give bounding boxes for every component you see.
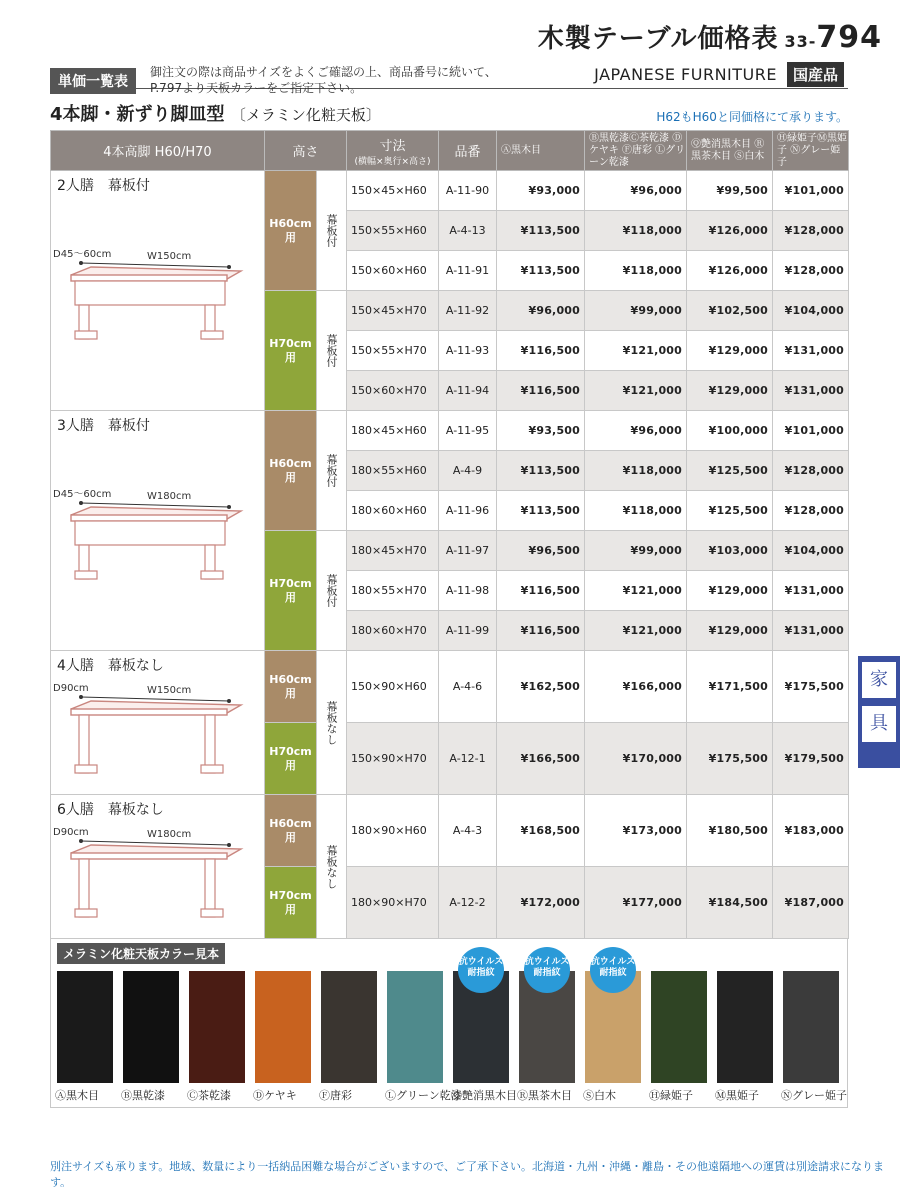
dimension-end-right	[227, 265, 231, 269]
price-a-cell: ¥96,000	[497, 291, 585, 331]
leg-1	[79, 715, 89, 773]
table-illustration	[51, 193, 261, 433]
price-h-cell: ¥101,000	[773, 171, 849, 211]
foot-1	[75, 765, 97, 773]
price-a-cell: ¥116,500	[497, 611, 585, 651]
price-h-cell: ¥104,000	[773, 291, 849, 331]
size-cell: 150×90×H60	[347, 651, 439, 723]
height-label: H60cm	[269, 216, 312, 230]
dimension-end-left	[79, 261, 83, 265]
group-label: 3人膳 幕板付	[57, 418, 150, 434]
price-a-cell: ¥162,500	[497, 651, 585, 723]
price-h-cell: ¥128,000	[773, 211, 849, 251]
maku-label: 幕板なし	[325, 844, 338, 889]
code-cell: A-11-93	[439, 331, 497, 371]
size-cell: 150×45×H70	[347, 291, 439, 331]
foot-2	[201, 331, 223, 339]
maku-label: 幕板付	[325, 214, 338, 247]
order-note: 御注文の際は商品サイズをよくご確認の上、商品番号に続いて、P.797より天板カラーをご指定下さい。	[150, 65, 497, 95]
price-a-cell: ¥116,500	[497, 331, 585, 371]
page-title	[538, 18, 882, 55]
swatch-label: Ⓛグリーン乾漆	[385, 1089, 462, 1102]
tabletop-edge	[71, 275, 227, 281]
code-cell: A-11-94	[439, 371, 497, 411]
group-label: 6人膳 幕板なし	[57, 802, 164, 818]
code-cell: A-11-92	[439, 291, 497, 331]
price-b-cell: ¥118,000	[585, 491, 687, 531]
price-b-cell: ¥99,000	[585, 291, 687, 331]
size-cell: 150×55×H60	[347, 211, 439, 251]
footer-note: 別注サイズも承ります。地域、数量により一括納品困難な場合がございますので、ご了承下さい。北海道・九州・沖縄・離島・その他遠隔地への運賃は別途請求になります。	[50, 1160, 885, 1187]
side-tab-char-1: 家	[862, 662, 896, 698]
leg-2	[205, 859, 215, 917]
h70-height-cell	[265, 531, 317, 651]
dimension-end-right	[227, 505, 231, 509]
price-q-cell: ¥126,000	[687, 211, 773, 251]
price-h-cell: ¥183,000	[773, 795, 849, 867]
header-size	[347, 131, 439, 171]
anti-virus-badge-icon	[590, 947, 636, 993]
foot-1	[75, 571, 97, 579]
price-a-cell: ¥93,000	[497, 171, 585, 211]
header-height: 高さ	[265, 131, 347, 171]
size-cell: 150×60×H70	[347, 371, 439, 411]
maku-label: 幕板なし	[325, 700, 338, 745]
maku-cell	[317, 795, 347, 939]
anti-virus-text: 抗ウイルス	[524, 957, 570, 967]
anti-fingerprint-text: 耐指紋	[599, 968, 627, 978]
height-label: H70cm	[269, 336, 312, 350]
table-illustration-cell	[51, 651, 265, 795]
height-label: H60cm	[269, 456, 312, 470]
size-cell: 150×45×H60	[347, 171, 439, 211]
h60-height-cell	[265, 411, 317, 531]
color-swatch	[717, 971, 773, 1083]
group-label: 4人膳 幕板なし	[57, 658, 164, 674]
code-cell: A-11-91	[439, 251, 497, 291]
code-cell: A-4-13	[439, 211, 497, 251]
price-b-cell: ¥166,000	[585, 651, 687, 723]
price-q-cell: ¥125,500	[687, 491, 773, 531]
code-cell: A-4-9	[439, 451, 497, 491]
header-price-h: Ⓗ緑姫子Ⓜ黒姫子 Ⓝグレー姫子	[773, 131, 849, 171]
section-subtitle: 〔メラミン化粧天板〕	[230, 106, 381, 124]
price-h-cell: ¥175,500	[773, 651, 849, 723]
price-h-cell: ¥128,000	[773, 451, 849, 491]
price-q-cell: ¥129,000	[687, 371, 773, 411]
size-cell: 180×45×H70	[347, 531, 439, 571]
price-q-cell: ¥102,500	[687, 291, 773, 331]
size-cell: 150×55×H70	[347, 331, 439, 371]
color-swatch	[123, 971, 179, 1083]
price-h-cell: ¥101,000	[773, 411, 849, 451]
price-b-cell: ¥177,000	[585, 867, 687, 939]
dimension-line	[81, 841, 229, 845]
maku-label: 幕板付	[325, 334, 338, 367]
price-q-cell: ¥180,500	[687, 795, 773, 867]
swatch-label: Ⓐ黒木目	[55, 1089, 99, 1102]
height-unit: 用	[285, 758, 296, 772]
height-label: H70cm	[269, 888, 312, 902]
dimension-line	[81, 697, 229, 701]
color-swatch	[189, 971, 245, 1083]
price-b-cell: ¥96,000	[585, 411, 687, 451]
height-label: H60cm	[269, 672, 312, 686]
height-label: H60cm	[269, 816, 312, 830]
price-a-cell: ¥168,500	[497, 795, 585, 867]
table-row	[51, 171, 849, 211]
code-cell: A-11-96	[439, 491, 497, 531]
price-a-cell: ¥113,500	[497, 211, 585, 251]
height-unit: 用	[285, 230, 296, 244]
code-cell: A-11-90	[439, 171, 497, 211]
tabletop-edge	[71, 853, 227, 859]
swatch-label: Ⓕ唐彩	[319, 1089, 352, 1102]
page-number-prefix: 33-	[784, 32, 817, 51]
code-cell: A-12-2	[439, 867, 497, 939]
price-h-cell: ¥104,000	[773, 531, 849, 571]
price-h-cell: ¥131,000	[773, 571, 849, 611]
price-b-cell: ¥96,000	[585, 171, 687, 211]
side-tab-furniture[interactable]	[858, 656, 900, 768]
size-cell: 150×60×H60	[347, 251, 439, 291]
price-h-cell: ¥131,000	[773, 331, 849, 371]
price-q-cell: ¥175,500	[687, 723, 773, 795]
size-cell: 180×55×H60	[347, 451, 439, 491]
height-label: H70cm	[269, 744, 312, 758]
tabletop-edge	[71, 515, 227, 521]
price-b-cell: ¥121,000	[585, 331, 687, 371]
dimension-line	[81, 263, 229, 267]
h60-height-cell	[265, 651, 317, 723]
dimension-end-left	[79, 501, 83, 505]
maku-label: 幕板付	[325, 574, 338, 607]
height-unit: 用	[285, 686, 296, 700]
dimension-line	[81, 503, 229, 507]
brand-row	[594, 62, 844, 87]
height-unit: 用	[285, 350, 296, 364]
color-swatch	[387, 971, 443, 1083]
maku-cell	[317, 291, 347, 411]
price-a-cell: ¥113,500	[497, 491, 585, 531]
price-h-cell: ¥131,000	[773, 611, 849, 651]
h60-height-cell	[265, 795, 317, 867]
height-unit: 用	[285, 590, 296, 604]
size-cell: 180×60×H70	[347, 611, 439, 651]
price-q-cell: ¥126,000	[687, 251, 773, 291]
foot-1	[75, 331, 97, 339]
price-q-cell: ¥125,500	[687, 451, 773, 491]
header-type: 4本高脚 H60/H70	[51, 131, 265, 171]
section-title	[50, 100, 381, 126]
price-h-cell: ¥179,500	[773, 723, 849, 795]
price-b-cell: ¥121,000	[585, 371, 687, 411]
price-q-cell: ¥184,500	[687, 867, 773, 939]
code-cell: A-11-95	[439, 411, 497, 451]
code-cell: A-11-97	[439, 531, 497, 571]
swatch-label: Ⓡ黒茶木目	[517, 1089, 572, 1102]
anti-virus-text: 抗ウイルス	[458, 957, 504, 967]
anti-virus-badge-icon	[524, 947, 570, 993]
swatch-label: Ⓝグレー姫子	[781, 1089, 847, 1102]
header-size-main: 寸法	[379, 138, 406, 154]
code-cell: A-11-99	[439, 611, 497, 651]
price-a-cell: ¥172,000	[497, 867, 585, 939]
leg-2	[205, 715, 215, 773]
maku-cell	[317, 171, 347, 291]
header-size-sub: (横幅×奥行×高さ)	[354, 156, 431, 167]
depth-label: D90cm	[53, 827, 89, 838]
size-cell: 180×90×H60	[347, 795, 439, 867]
dimension-end-left	[79, 695, 83, 699]
price-a-cell: ¥93,500	[497, 411, 585, 451]
domestic-badge: 国産品	[787, 62, 844, 87]
apron-panel	[75, 521, 225, 545]
height-unit: 用	[285, 830, 296, 844]
price-a-cell: ¥166,500	[497, 723, 585, 795]
header-code: 品番	[439, 131, 497, 171]
header-price-b: Ⓑ黒乾漆Ⓒ茶乾漆 Ⓓケヤキ Ⓕ唐彩 Ⓛグリーン乾漆	[585, 131, 687, 171]
brand-name: JAPANESE FURNITURE	[594, 65, 777, 84]
apron-panel	[75, 281, 225, 305]
table-row	[51, 411, 849, 451]
color-swatch	[255, 971, 311, 1083]
table-row	[51, 651, 849, 723]
table-row	[51, 795, 849, 867]
swatch-label: Ⓓケヤキ	[253, 1089, 297, 1102]
section-title-mark: 皿	[188, 104, 207, 125]
foot-2	[201, 765, 223, 773]
price-b-cell: ¥118,000	[585, 251, 687, 291]
tabletop-edge	[71, 709, 227, 715]
swatch-panel	[50, 938, 848, 1108]
maku-cell	[317, 531, 347, 651]
h62-note: H62もH60と同価格にて承ります。	[656, 110, 848, 124]
price-q-cell: ¥99,500	[687, 171, 773, 211]
header-price-q: Ⓠ艶消黒木目 Ⓡ黒茶木目 Ⓢ白木	[687, 131, 773, 171]
color-swatch	[57, 971, 113, 1083]
anti-fingerprint-text: 耐指紋	[467, 968, 495, 978]
price-a-cell: ¥113,500	[497, 451, 585, 491]
price-q-cell: ¥103,000	[687, 531, 773, 571]
price-b-cell: ¥173,000	[585, 795, 687, 867]
table-illustration-cell	[51, 411, 265, 651]
depth-label: D45～60cm	[53, 249, 112, 260]
code-cell: A-11-98	[439, 571, 497, 611]
anti-virus-text: 抗ウイルス	[590, 957, 636, 967]
price-b-cell: ¥121,000	[585, 571, 687, 611]
section-title-suffix: 型	[206, 104, 225, 125]
color-swatch	[783, 971, 839, 1083]
width-label: W150cm	[147, 251, 192, 262]
color-swatch	[321, 971, 377, 1083]
price-a-cell: ¥116,500	[497, 571, 585, 611]
h70-height-cell	[265, 291, 317, 411]
size-cell: 180×60×H60	[347, 491, 439, 531]
leg-1	[79, 859, 89, 917]
code-cell: A-4-6	[439, 651, 497, 723]
maku-cell	[317, 411, 347, 531]
color-swatch	[651, 971, 707, 1083]
h60-height-cell	[265, 171, 317, 291]
price-q-cell: ¥100,000	[687, 411, 773, 451]
code-cell: A-12-1	[439, 723, 497, 795]
header-price-a: Ⓐ黒木目	[497, 131, 585, 171]
price-q-cell: ¥171,500	[687, 651, 773, 723]
table-illustration-cell	[51, 795, 265, 939]
swatch-title: メラミン化粧天板カラー見本	[57, 943, 225, 964]
dimension-end-right	[227, 843, 231, 847]
dimension-end-left	[79, 839, 83, 843]
depth-label: D45～60cm	[53, 489, 112, 500]
price-b-cell: ¥121,000	[585, 611, 687, 651]
side-tab-char-2: 具	[862, 706, 896, 742]
width-label: W150cm	[147, 685, 192, 696]
price-q-cell: ¥129,000	[687, 611, 773, 651]
swatch-label: Ⓒ茶乾漆	[187, 1089, 231, 1102]
size-cell: 180×90×H70	[347, 867, 439, 939]
price-b-cell: ¥118,000	[585, 211, 687, 251]
page-number: 794	[816, 20, 882, 55]
swatch-label: Ⓠ艶消黒木目	[451, 1089, 517, 1102]
group-label: 2人膳 幕板付	[57, 178, 150, 194]
size-cell: 180×55×H70	[347, 571, 439, 611]
foot-2	[201, 909, 223, 917]
h70-height-cell	[265, 723, 317, 795]
h70-height-cell	[265, 867, 317, 939]
price-a-cell: ¥96,500	[497, 531, 585, 571]
price-b-cell: ¥99,000	[585, 531, 687, 571]
width-label: W180cm	[147, 829, 192, 840]
code-cell: A-4-3	[439, 795, 497, 867]
price-b-cell: ¥170,000	[585, 723, 687, 795]
swatch-label: Ⓗ緑姫子	[649, 1089, 693, 1102]
table-illustration	[51, 433, 261, 673]
price-q-cell: ¥129,000	[687, 571, 773, 611]
size-cell: 150×90×H70	[347, 723, 439, 795]
swatch-label: Ⓜ黒姫子	[715, 1089, 759, 1102]
depth-label: D90cm	[53, 683, 89, 694]
price-h-cell: ¥128,000	[773, 251, 849, 291]
swatch-label: Ⓑ黒乾漆	[121, 1089, 165, 1102]
maku-cell	[317, 651, 347, 795]
height-unit: 用	[285, 902, 296, 916]
height-unit: 用	[285, 470, 296, 484]
price-h-cell: ¥128,000	[773, 491, 849, 531]
foot-1	[75, 909, 97, 917]
price-list-badge: 単価一覧表	[50, 68, 136, 94]
foot-2	[201, 571, 223, 579]
price-table	[50, 130, 849, 939]
swatch-label: Ⓢ白木	[583, 1089, 616, 1102]
height-label: H70cm	[269, 576, 312, 590]
dimension-end-right	[227, 699, 231, 703]
price-h-cell: ¥187,000	[773, 867, 849, 939]
price-a-cell: ¥116,500	[497, 371, 585, 411]
price-b-cell: ¥118,000	[585, 451, 687, 491]
anti-virus-badge-icon	[458, 947, 504, 993]
price-h-cell: ¥131,000	[773, 371, 849, 411]
price-q-cell: ¥129,000	[687, 331, 773, 371]
section-title-main: 4本脚・新ずり脚	[50, 104, 189, 125]
anti-fingerprint-text: 耐指紋	[533, 968, 561, 978]
table-illustration-cell	[51, 171, 265, 411]
maku-label: 幕板付	[325, 454, 338, 487]
title-text: 木製テーブル価格表	[537, 24, 779, 54]
width-label: W180cm	[147, 491, 192, 502]
size-cell: 180×45×H60	[347, 411, 439, 451]
price-a-cell: ¥113,500	[497, 251, 585, 291]
